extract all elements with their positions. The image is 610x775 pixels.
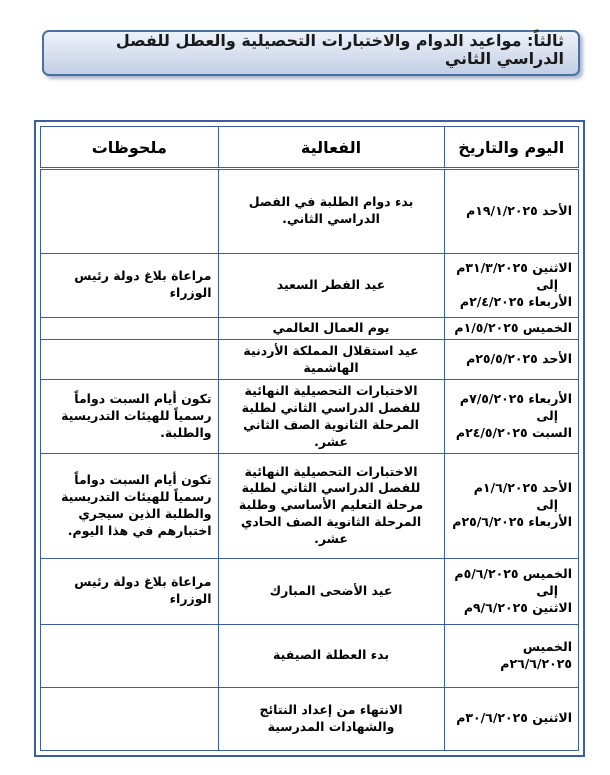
date-line: الأربعاء ٢/٤/٢٠٢٥م <box>459 293 572 309</box>
row-notes: مراعاة بلاغ دولة رئيس الوزراء <box>41 558 219 624</box>
table-body <box>41 169 579 751</box>
table-row <box>41 625 579 687</box>
row-event: يوم العمال العالمي <box>218 318 444 340</box>
row-event: عيد استقلال المملكة الأردنية الهاشمية <box>218 340 444 380</box>
header-notes: ملحوظات <box>41 127 219 169</box>
row-notes <box>41 169 219 254</box>
date-line: إلى <box>536 582 558 598</box>
table-row <box>41 453 579 558</box>
section-title: ثالثاً: مواعيد الدوام والاختبارات التحصيلية والعطل للفصل الدراسي الثاني <box>115 30 564 68</box>
row-event: عيد الفطر السعيد <box>218 253 444 317</box>
row-notes: مراعاة بلاغ دولة رئيس الوزراء <box>41 253 219 317</box>
date-line: الأحد ١/٦/٢٠٢٥م <box>473 480 572 496</box>
header-event: الفعالية <box>218 127 444 169</box>
table-header-row <box>41 127 579 169</box>
row-date <box>444 453 579 558</box>
date-line: الاثنين ٣٠/٦/٢٠٢٥م <box>456 710 572 726</box>
row-event: الاختبارات التحصيلية النهائية للفصل الدراسي الثاني لطلبة المرحلة الثانوية الصف الثاني عشر. <box>218 380 444 454</box>
date-line: إلى <box>536 276 558 292</box>
table-row <box>41 318 579 340</box>
date-line: الخميس ١/٥/٢٠٢٥م <box>454 320 572 336</box>
row-notes: تكون أيام السبت دواماً رسمياً للهيئات التدريسية والطلبة الذين سيجري اختبارهم في هذا اليوم. <box>41 453 219 558</box>
row-notes <box>41 340 219 380</box>
table-row <box>41 253 579 317</box>
row-date <box>444 253 579 317</box>
date-line: السبت ٢٤/٥/٢٠٢٥م <box>455 425 572 441</box>
date-line: الأحد ٢٥/٥/٢٠٢٥م <box>466 351 572 367</box>
row-date <box>444 687 579 750</box>
row-date <box>444 169 579 254</box>
row-event: الاختبارات التحصيلية النهائية للفصل الدراسي الثاني لطلبة مرحلة التعليم الأساسي وطلبة المرحلة الثانوية الصف الحادي عشر. <box>218 453 444 558</box>
date-line: الأربعاء ٧/٥/٢٠٢٥م <box>459 391 572 407</box>
date-line: الاثنين ٩/٦/٢٠٢٥م <box>463 599 572 615</box>
row-notes: تكون أيام السبت دواماً رسمياً للهيئات التدريسية والطلبة. <box>41 380 219 454</box>
date-line: الاثنين ٣١/٣/٢٠٢٥م <box>456 259 572 275</box>
table-row <box>41 340 579 380</box>
row-date <box>444 318 579 340</box>
row-date <box>444 340 579 380</box>
row-date <box>444 558 579 624</box>
schedule-table-frame <box>34 120 585 757</box>
date-line: إلى <box>536 497 558 513</box>
row-event: عيد الأضحى المبارك <box>218 558 444 624</box>
table-row <box>41 687 579 750</box>
row-notes <box>41 687 219 750</box>
schedule-table <box>40 126 579 751</box>
table-row <box>41 169 579 254</box>
section-title-box <box>42 30 580 76</box>
header-date: اليوم والتاريخ <box>444 127 579 169</box>
table-row <box>41 380 579 454</box>
date-line: الخميس ٥/٦/٢٠٢٥م <box>454 566 572 582</box>
row-event: الانتهاء من إعداد النتائج والشهادات المدرسية <box>218 687 444 750</box>
row-notes <box>41 625 219 687</box>
table-row <box>41 558 579 624</box>
row-event: بدء دوام الطلبة في الفصل الدراسي الثاني. <box>218 169 444 254</box>
row-date <box>444 380 579 454</box>
date-line: الأربعاء ٢٥/٦/٢٠٢٥م <box>452 514 572 530</box>
row-date <box>444 625 579 687</box>
row-event: بدء العطلة الصيفية <box>218 625 444 687</box>
row-notes <box>41 318 219 340</box>
date-line: إلى <box>536 408 558 424</box>
date-line: الأحد ١٩/١/٢٠٢٥م <box>466 202 572 218</box>
date-line: الخميس ٢٦/٦/٢٠٢٥م <box>500 638 572 671</box>
